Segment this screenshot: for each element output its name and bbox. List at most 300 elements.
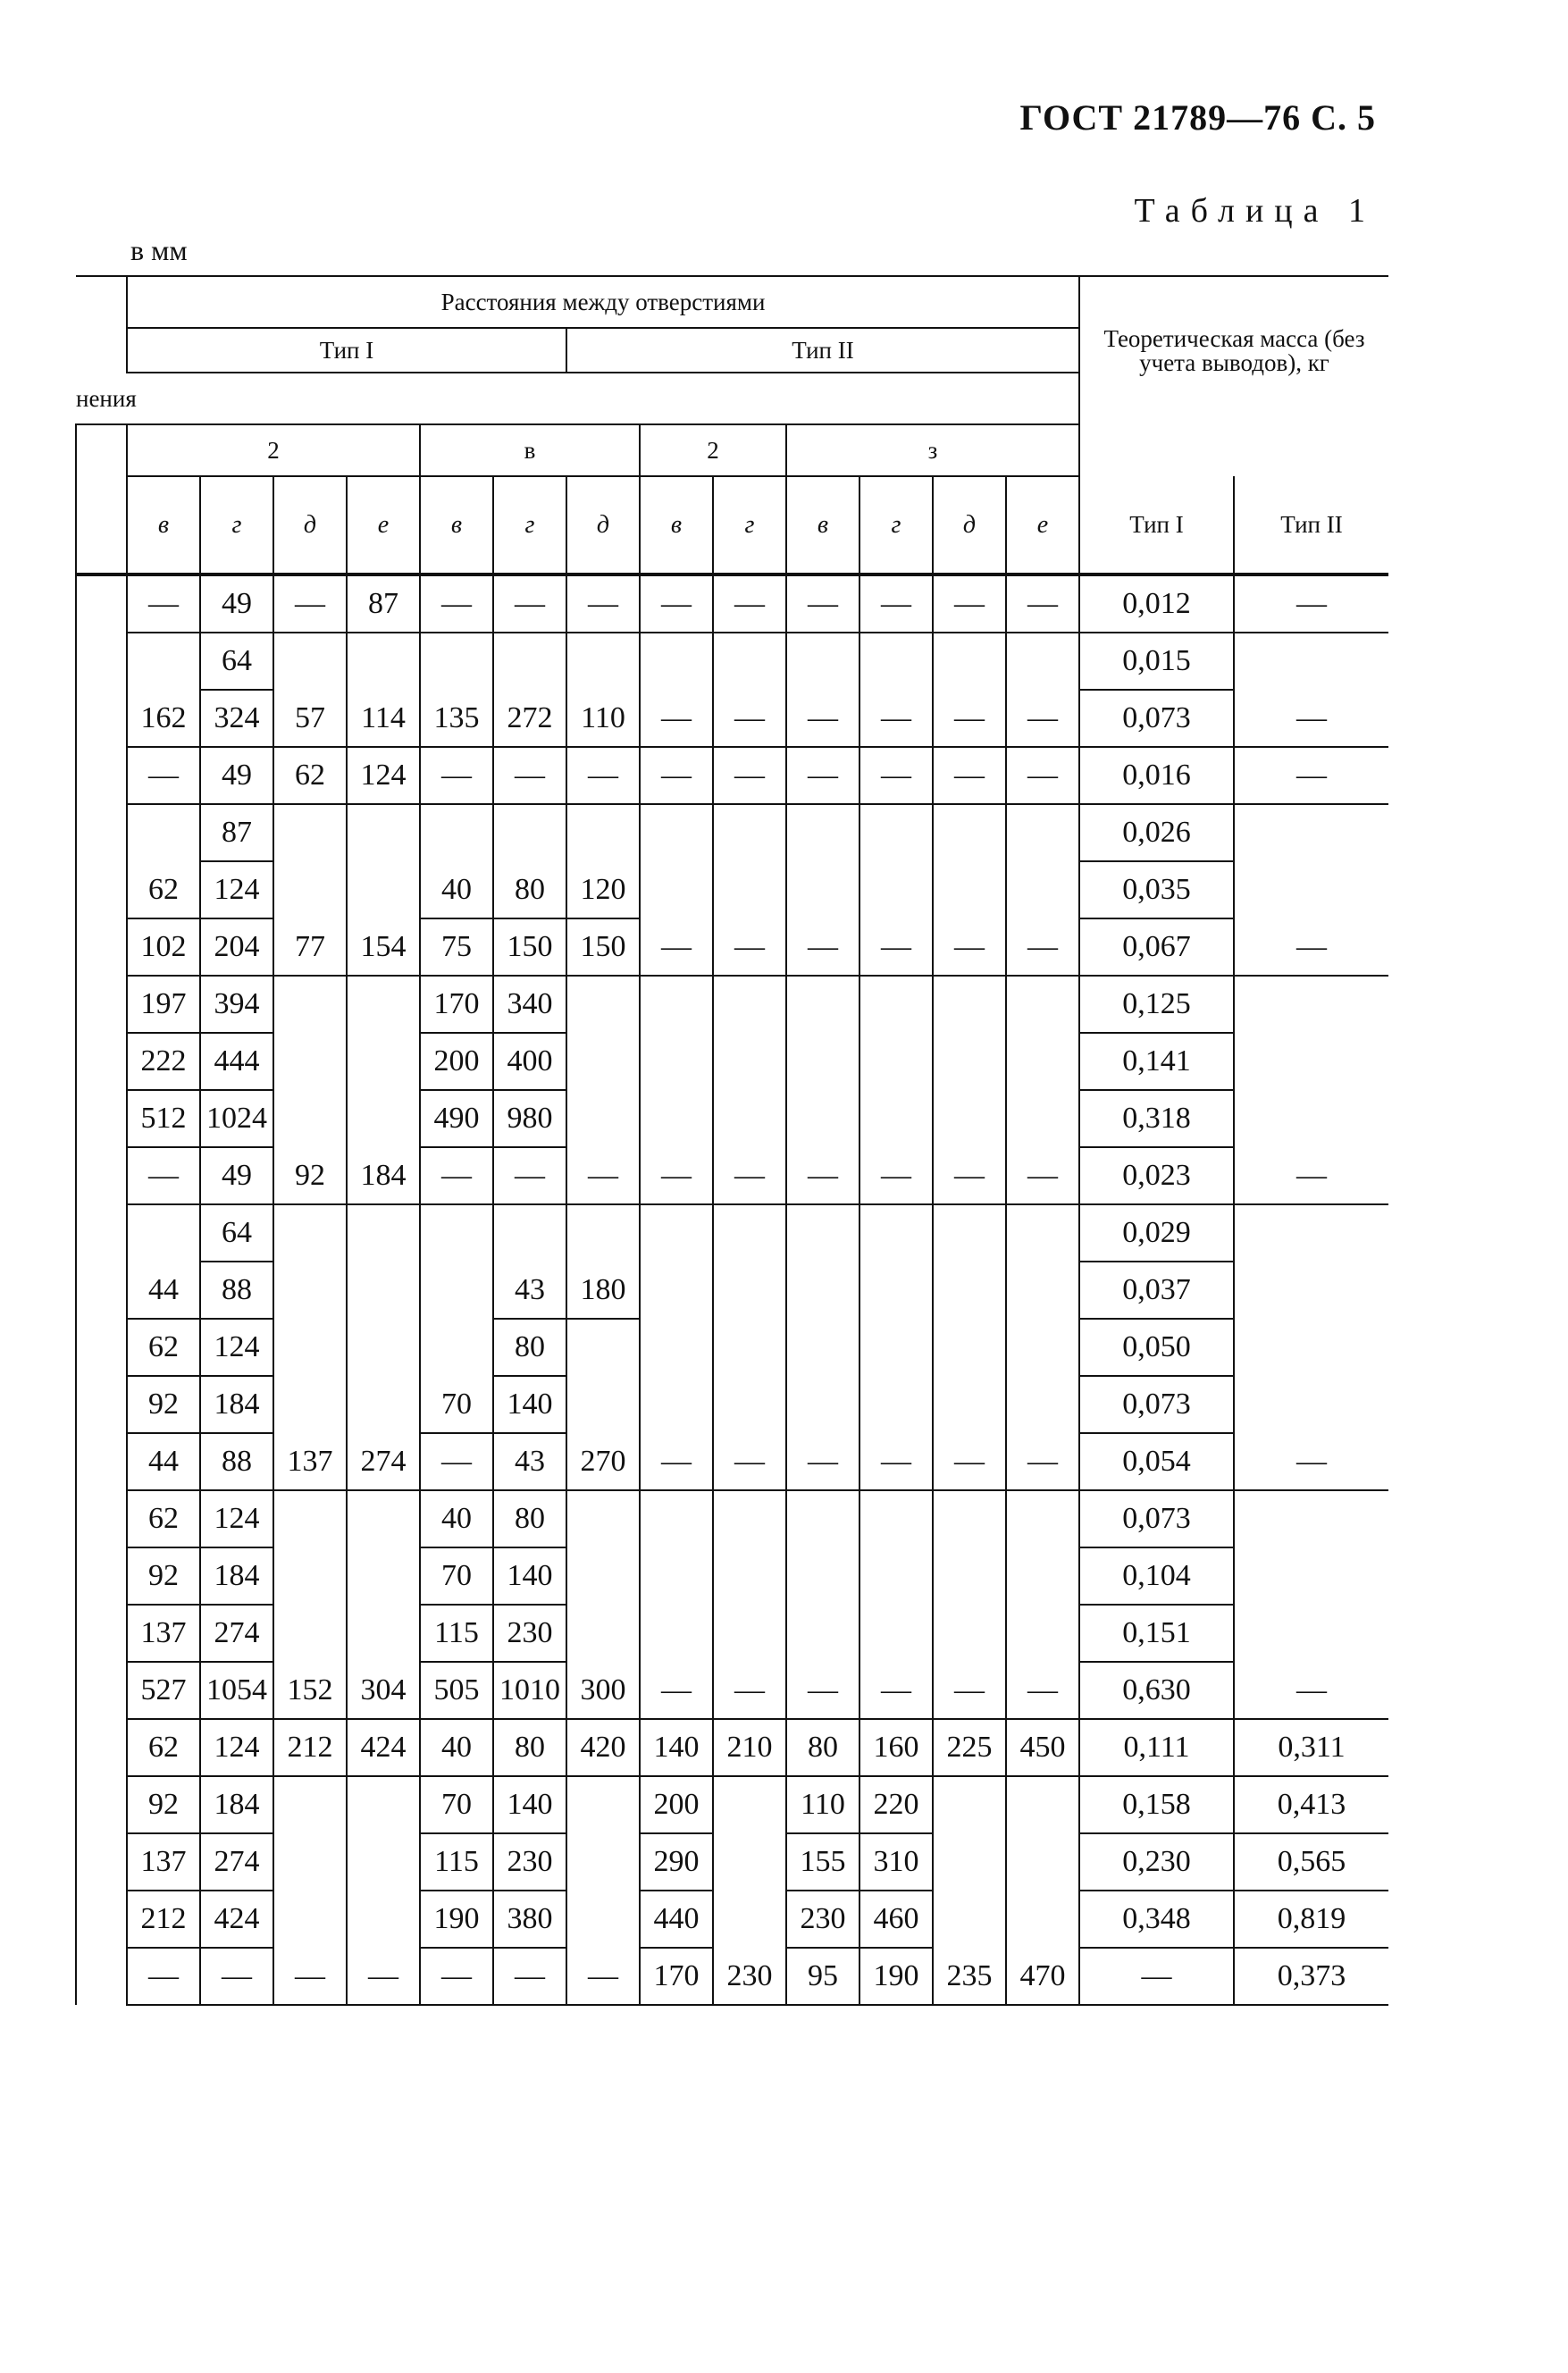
- table-cell: [933, 1319, 1006, 1376]
- table-cell: [713, 633, 786, 690]
- table-cell: 57: [273, 690, 347, 747]
- table-cell: [273, 1833, 347, 1891]
- table-cell: 49: [200, 747, 273, 804]
- table-cell: 87: [347, 574, 420, 633]
- mass-type1-cell: 0,073: [1079, 690, 1234, 747]
- table-cell: 70: [420, 1547, 493, 1605]
- table-cell: 170: [640, 1948, 713, 2005]
- table-cell: —: [786, 747, 859, 804]
- table-cell: [273, 1033, 347, 1090]
- table-cell: —: [933, 690, 1006, 747]
- mass-type2-cell: [1234, 804, 1388, 861]
- table-cell: 102: [127, 918, 200, 976]
- table-cell: [566, 1033, 640, 1090]
- table-cell: [640, 1090, 713, 1147]
- table-cell: —: [493, 574, 566, 633]
- table-cell: —: [713, 574, 786, 633]
- mass-type2-cell: [1234, 1262, 1388, 1319]
- table-row: [76, 633, 1388, 690]
- mass-type2-cell: [1234, 1319, 1388, 1376]
- table-cell: [713, 1376, 786, 1433]
- mass-type1-cell: 0,141: [1079, 1033, 1234, 1090]
- table-row: [76, 1490, 1388, 1547]
- table-cell: 470: [1006, 1948, 1079, 2005]
- table-cell: —: [933, 574, 1006, 633]
- mass-type2-cell: 0,311: [1234, 1719, 1388, 1776]
- table-cell: [273, 1605, 347, 1662]
- table-cell: [640, 1319, 713, 1376]
- table-cell: 88: [200, 1433, 273, 1490]
- table-row: [76, 804, 1388, 861]
- table-cell: —: [566, 747, 640, 804]
- mass-type2-cell: [1234, 633, 1388, 690]
- table-cell: [347, 1376, 420, 1433]
- table-cell: —: [786, 1662, 859, 1719]
- mass-type2-cell: —: [1234, 918, 1388, 976]
- table-cell: 140: [640, 1719, 713, 1776]
- table-cell: 274: [347, 1433, 420, 1490]
- table-cell: 44: [127, 1433, 200, 1490]
- table-cell: 527: [127, 1662, 200, 1719]
- table-cell: [786, 1376, 859, 1433]
- table-row: [76, 1891, 1388, 1948]
- mass-column-label: Тип I: [1079, 476, 1234, 574]
- table-cell: [933, 861, 1006, 918]
- table-cell: [859, 1319, 933, 1376]
- table-cell: 980: [493, 1090, 566, 1147]
- table-cell: [713, 1547, 786, 1605]
- table-cell: 300: [566, 1662, 640, 1719]
- table-cell: [713, 1262, 786, 1319]
- table-cell: 400: [493, 1033, 566, 1090]
- table-cell: —: [420, 574, 493, 633]
- table-cell: 424: [200, 1891, 273, 1948]
- table-cell: 110: [786, 1776, 859, 1833]
- group-title: Расстояния между отверстиями: [127, 276, 1079, 328]
- mass-header: Теоретическая масса (без учета выводов), кг: [1079, 276, 1388, 424]
- mass-type1-cell: 0,230: [1079, 1833, 1234, 1891]
- table-cell: 64: [200, 1204, 273, 1262]
- table-cell: 505: [420, 1662, 493, 1719]
- table-cell: [347, 1033, 420, 1090]
- table-cell: 380: [493, 1891, 566, 1948]
- table-cell: [933, 1776, 1006, 1833]
- mass-type2-cell: [1234, 1033, 1388, 1090]
- table-row: [76, 976, 1388, 1033]
- table-cell: 512: [127, 1090, 200, 1147]
- table-cell: —: [859, 918, 933, 976]
- table-cell: [713, 1204, 786, 1262]
- table-cell: [786, 633, 859, 690]
- table-cell: —: [273, 574, 347, 633]
- table-cell: —: [640, 747, 713, 804]
- table-cell: —: [127, 574, 200, 633]
- table-cell: [640, 1204, 713, 1262]
- table-cell: —: [127, 1147, 200, 1204]
- table-cell: [347, 1490, 420, 1547]
- table-cell: [347, 1776, 420, 1833]
- table-cell: [786, 1262, 859, 1319]
- table-cell: —: [933, 918, 1006, 976]
- table-cell: —: [713, 1147, 786, 1204]
- mass-type2-cell: [1234, 861, 1388, 918]
- mass-type2-cell: 0,819: [1234, 1891, 1388, 1948]
- table-cell: 424: [347, 1719, 420, 1776]
- table-cell: 62: [127, 861, 200, 918]
- table-cell: 40: [420, 1490, 493, 1547]
- table-cell: [713, 1033, 786, 1090]
- table-cell: [933, 1204, 1006, 1262]
- table-cell: —: [713, 690, 786, 747]
- table-cell: [566, 1204, 640, 1262]
- table-cell: [786, 976, 859, 1033]
- table-row: [76, 1433, 1388, 1490]
- table-cell: —: [713, 1662, 786, 1719]
- table-cell: 80: [493, 1319, 566, 1376]
- table-cell: [1006, 1490, 1079, 1547]
- table-cell: [859, 1605, 933, 1662]
- table-cell: 80: [493, 861, 566, 918]
- table-cell: 272: [493, 690, 566, 747]
- table-cell: 49: [200, 1147, 273, 1204]
- table-cell: —: [420, 1948, 493, 2005]
- table-cell: [273, 1376, 347, 1433]
- mass-type2-cell: [1234, 1376, 1388, 1433]
- table-cell: —: [200, 1948, 273, 2005]
- table-cell: —: [1006, 574, 1079, 633]
- table-cell: 170: [420, 976, 493, 1033]
- table-cell: [786, 1033, 859, 1090]
- table-cell: 190: [420, 1891, 493, 1948]
- table-row: [76, 1605, 1388, 1662]
- table-cell: 120: [566, 861, 640, 918]
- table-cell: [273, 976, 347, 1033]
- table-cell: —: [933, 1147, 1006, 1204]
- mass-type1-cell: 0,054: [1079, 1433, 1234, 1490]
- table-cell: 162: [127, 690, 200, 747]
- table-cell: —: [859, 1147, 933, 1204]
- table-cell: [933, 1547, 1006, 1605]
- table-cell: 200: [640, 1776, 713, 1833]
- table-cell: 92: [127, 1547, 200, 1605]
- column-label: г: [713, 476, 786, 574]
- table-cell: [859, 1376, 933, 1433]
- table-cell: [566, 1833, 640, 1891]
- table-cell: 230: [786, 1891, 859, 1948]
- table-cell: 137: [127, 1833, 200, 1891]
- table-cell: 210: [713, 1719, 786, 1776]
- mass-type2-cell: [1234, 1204, 1388, 1262]
- table-cell: 184: [200, 1776, 273, 1833]
- table-cell: —: [1006, 747, 1079, 804]
- mass-type2-cell: 0,373: [1234, 1948, 1388, 2005]
- subgroup-1: 2: [127, 424, 420, 476]
- mass-type1-cell: 0,029: [1079, 1204, 1234, 1262]
- table-row: [76, 1776, 1388, 1833]
- table-cell: —: [859, 1662, 933, 1719]
- table-cell: [347, 1204, 420, 1262]
- mass-type2-cell: —: [1234, 1433, 1388, 1490]
- table-cell: [1006, 1090, 1079, 1147]
- table-cell: [640, 1376, 713, 1433]
- table-cell: —: [859, 574, 933, 633]
- table-cell: [127, 804, 200, 861]
- table-cell: —: [786, 574, 859, 633]
- table-cell: [566, 1605, 640, 1662]
- table-row: [76, 918, 1388, 976]
- table-cell: [933, 1376, 1006, 1433]
- table-cell: [273, 633, 347, 690]
- table-cell: 230: [713, 1948, 786, 2005]
- table-cell: [933, 804, 1006, 861]
- table-cell: [127, 1204, 200, 1262]
- table-cell: 80: [493, 1719, 566, 1776]
- table-cell: 124: [200, 1490, 273, 1547]
- table-cell: 124: [200, 1319, 273, 1376]
- table-cell: [1006, 1833, 1079, 1891]
- table-cell: 1054: [200, 1662, 273, 1719]
- table-cell: 180: [566, 1262, 640, 1319]
- table-cell: [859, 1490, 933, 1547]
- table-cell: 43: [493, 1262, 566, 1319]
- table-cell: 290: [640, 1833, 713, 1891]
- table-cell: [1006, 1376, 1079, 1433]
- table-cell: [347, 633, 420, 690]
- table-cell: 124: [347, 747, 420, 804]
- table-cell: [566, 633, 640, 690]
- table-cell: [933, 976, 1006, 1033]
- table-row: [76, 1319, 1388, 1376]
- mass-type1-cell: 0,104: [1079, 1547, 1234, 1605]
- table-cell: [859, 1204, 933, 1262]
- table-cell: [273, 804, 347, 861]
- table-row: [76, 1376, 1388, 1433]
- table-cell: 137: [127, 1605, 200, 1662]
- table-cell: [273, 1547, 347, 1605]
- table-cell: [640, 1262, 713, 1319]
- table-cell: 80: [786, 1719, 859, 1776]
- mass-type2-cell: —: [1234, 747, 1388, 804]
- table-cell: [786, 1319, 859, 1376]
- table-cell: [1006, 1891, 1079, 1948]
- table-cell: —: [420, 1147, 493, 1204]
- table-cell: [933, 1605, 1006, 1662]
- table-cell: 184: [347, 1147, 420, 1204]
- table-cell: [566, 1776, 640, 1833]
- table-cell: [347, 1605, 420, 1662]
- table-cell: [786, 1605, 859, 1662]
- table-cell: 70: [420, 1376, 493, 1433]
- table-cell: 152: [273, 1662, 347, 1719]
- table-row: [76, 747, 1388, 804]
- table-cell: —: [493, 1147, 566, 1204]
- mass-type2-cell: [1234, 976, 1388, 1033]
- table-cell: 204: [200, 918, 273, 976]
- mass-type1-cell: 0,035: [1079, 861, 1234, 918]
- table-cell: [566, 1376, 640, 1433]
- table-cell: 124: [200, 861, 273, 918]
- table-cell: —: [640, 1662, 713, 1719]
- table-cell: [493, 633, 566, 690]
- table-cell: —: [1006, 690, 1079, 747]
- table-cell: —: [347, 1948, 420, 2005]
- table-cell: [566, 976, 640, 1033]
- table-cell: [493, 804, 566, 861]
- mass-type2-cell: [1234, 1547, 1388, 1605]
- column-label: в: [640, 476, 713, 574]
- table-cell: —: [933, 747, 1006, 804]
- table-label: Таблица 1: [1134, 192, 1376, 230]
- table-cell: [273, 1490, 347, 1547]
- table-cell: [1006, 1776, 1079, 1833]
- table-cell: 43: [493, 1433, 566, 1490]
- table-cell: [1006, 804, 1079, 861]
- subgroup-3: 2: [640, 424, 786, 476]
- table-cell: —: [127, 747, 200, 804]
- column-label: г: [859, 476, 933, 574]
- table-cell: [127, 633, 200, 690]
- table-cell: 49: [200, 574, 273, 633]
- mass-column-label: Тип II: [1234, 476, 1388, 574]
- table-row: [76, 1662, 1388, 1719]
- table-cell: [566, 1490, 640, 1547]
- table-cell: [933, 1833, 1006, 1891]
- table-cell: [566, 1319, 640, 1376]
- mass-type1-cell: 0,016: [1079, 747, 1234, 804]
- table-cell: [640, 1605, 713, 1662]
- table-cell: [786, 804, 859, 861]
- table-cell: [1006, 633, 1079, 690]
- mass-type2-cell: —: [1234, 1147, 1388, 1204]
- table-cell: 75: [420, 918, 493, 976]
- table-cell: [566, 1891, 640, 1948]
- table-row: [76, 1090, 1388, 1147]
- table-cell: 197: [127, 976, 200, 1033]
- table-row: [76, 1262, 1388, 1319]
- table-cell: —: [566, 574, 640, 633]
- column-label: г: [200, 476, 273, 574]
- table-cell: 230: [493, 1833, 566, 1891]
- table-row: [76, 574, 1388, 633]
- table-cell: 140: [493, 1547, 566, 1605]
- table-cell: [640, 633, 713, 690]
- table-cell: —: [1006, 918, 1079, 976]
- mass-type1-cell: 0,158: [1079, 1776, 1234, 1833]
- table-cell: [493, 1204, 566, 1262]
- table-cell: 450: [1006, 1719, 1079, 1776]
- table-row: [76, 1033, 1388, 1090]
- table-cell: —: [713, 747, 786, 804]
- table-cell: 235: [933, 1948, 1006, 2005]
- table-cell: 70: [420, 1776, 493, 1833]
- dimensions-table: [75, 275, 1388, 2006]
- table-cell: 92: [273, 1147, 347, 1204]
- table-cell: 87: [200, 804, 273, 861]
- table-cell: [347, 804, 420, 861]
- table-cell: 62: [127, 1490, 200, 1547]
- mass-type2-cell: 0,413: [1234, 1776, 1388, 1833]
- table-cell: —: [640, 918, 713, 976]
- table-cell: —: [640, 690, 713, 747]
- mass-type1-cell: 0,073: [1079, 1490, 1234, 1547]
- mass-type1-cell: 0,630: [1079, 1662, 1234, 1719]
- table-cell: 40: [420, 1719, 493, 1776]
- table-cell: [713, 1776, 786, 1833]
- table-cell: 137: [273, 1433, 347, 1490]
- table-cell: —: [713, 918, 786, 976]
- mass-type1-cell: 0,151: [1079, 1605, 1234, 1662]
- table-cell: [859, 976, 933, 1033]
- mass-type1-cell: 0,111: [1079, 1719, 1234, 1776]
- table-cell: 225: [933, 1719, 1006, 1776]
- table-cell: 95: [786, 1948, 859, 2005]
- table-cell: [933, 633, 1006, 690]
- table-cell: —: [493, 747, 566, 804]
- table-cell: [859, 804, 933, 861]
- table-cell: [713, 804, 786, 861]
- table-cell: 440: [640, 1891, 713, 1948]
- document-title: ГОСТ 21789—76 С. 5: [1019, 97, 1376, 138]
- column-label: в: [127, 476, 200, 574]
- table-cell: [933, 1033, 1006, 1090]
- table-cell: 274: [200, 1833, 273, 1891]
- mass-type1-cell: 0,318: [1079, 1090, 1234, 1147]
- table-cell: 444: [200, 1033, 273, 1090]
- table-cell: [420, 1204, 493, 1262]
- table-row: [76, 1719, 1388, 1776]
- table-cell: [273, 861, 347, 918]
- type2-header: Тип II: [566, 328, 1079, 373]
- table-cell: [786, 1204, 859, 1262]
- table-cell: [1006, 976, 1079, 1033]
- table-cell: 40: [420, 861, 493, 918]
- table-cell: —: [273, 1948, 347, 2005]
- type1-header: Тип I: [127, 328, 566, 373]
- table-cell: 135: [420, 690, 493, 747]
- mass-type1-cell: 0,073: [1079, 1376, 1234, 1433]
- table-cell: [420, 1262, 493, 1319]
- mass-type1-cell: 0,125: [1079, 976, 1234, 1033]
- table-cell: —: [127, 1948, 200, 2005]
- subgroup-4: з: [786, 424, 1079, 476]
- table-cell: —: [786, 1147, 859, 1204]
- table-cell: [859, 1547, 933, 1605]
- table-cell: [1006, 1033, 1079, 1090]
- table-cell: —: [713, 1433, 786, 1490]
- table-cell: [566, 1547, 640, 1605]
- table-cell: 324: [200, 690, 273, 747]
- table-cell: —: [1006, 1147, 1079, 1204]
- table-cell: —: [1006, 1433, 1079, 1490]
- column-label: е: [1006, 476, 1079, 574]
- table-cell: —: [786, 690, 859, 747]
- table-cell: [347, 861, 420, 918]
- table-cell: —: [420, 1433, 493, 1490]
- table-cell: —: [786, 918, 859, 976]
- column-label: в: [786, 476, 859, 574]
- table-cell: 1024: [200, 1090, 273, 1147]
- mass-type1-cell: 0,348: [1079, 1891, 1234, 1948]
- mass-type1-cell: 0,026: [1079, 804, 1234, 861]
- table-cell: [347, 1547, 420, 1605]
- table-cell: 140: [493, 1376, 566, 1433]
- table-cell: —: [640, 1147, 713, 1204]
- table-cell: [1006, 1547, 1079, 1605]
- table-cell: —: [933, 1433, 1006, 1490]
- table-cell: —: [640, 574, 713, 633]
- table-cell: [273, 1776, 347, 1833]
- table-cell: 212: [127, 1891, 200, 1948]
